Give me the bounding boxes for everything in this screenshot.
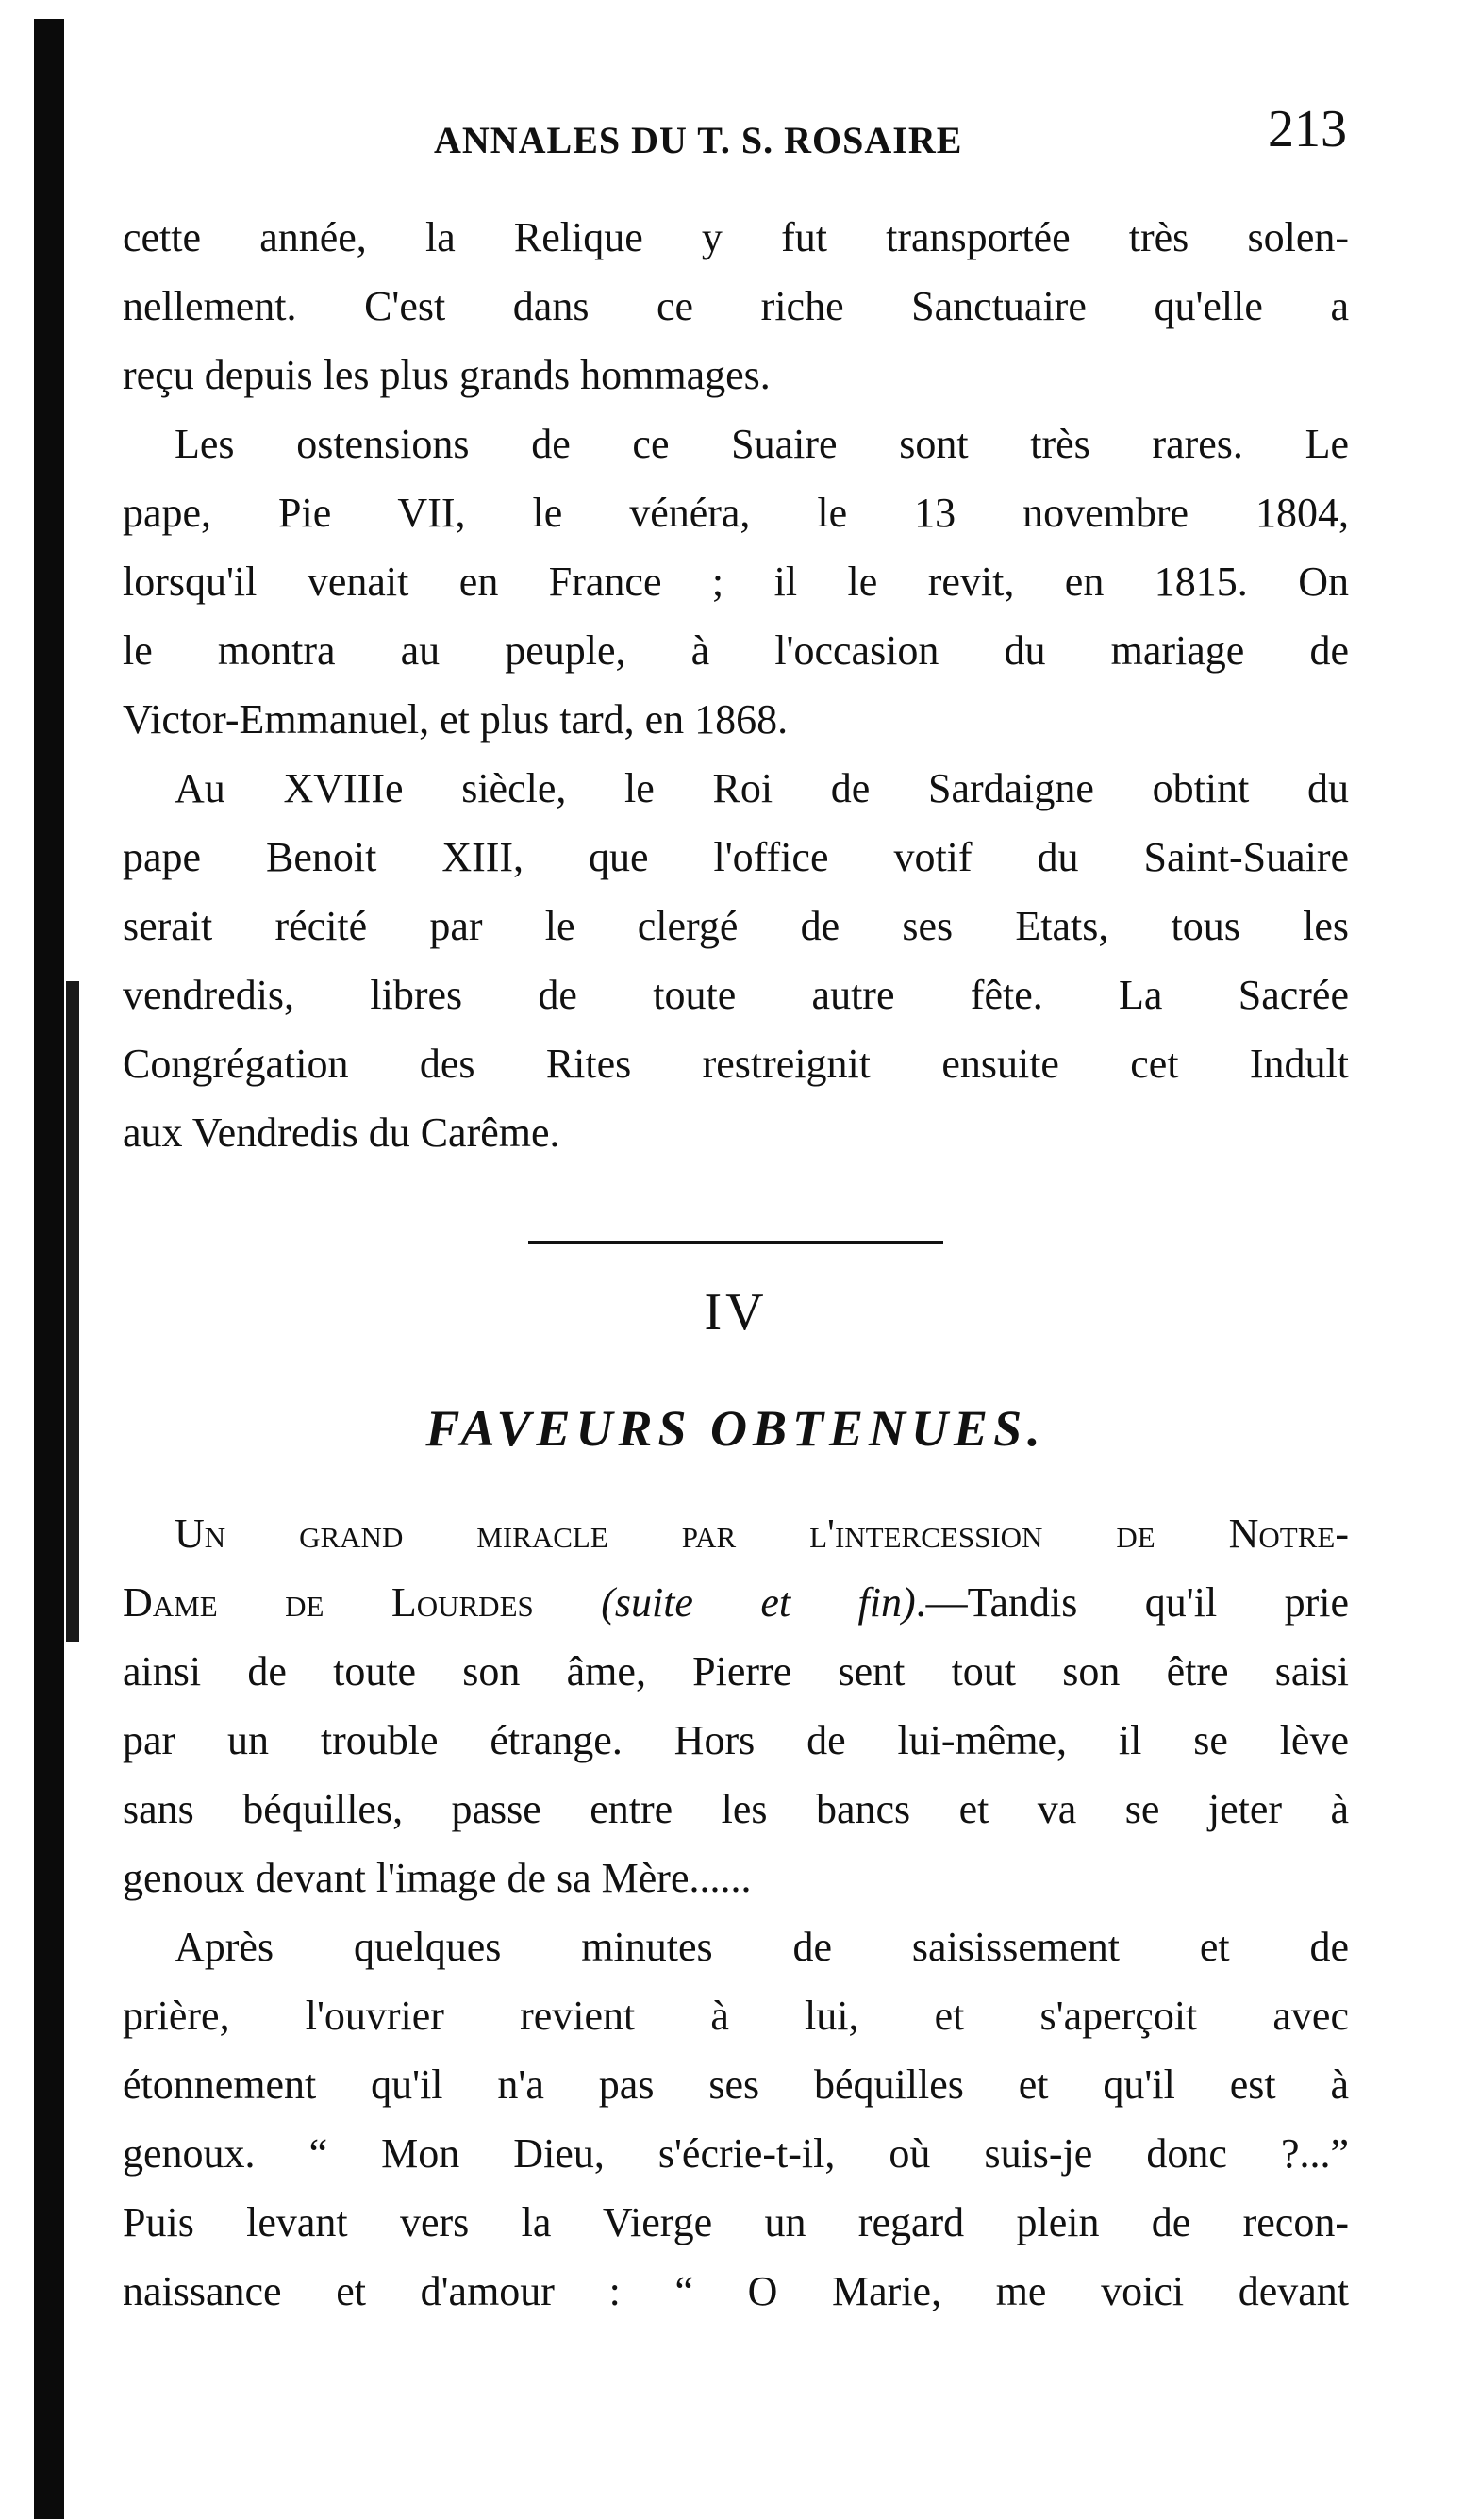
- page: [123, 90, 1349, 2326]
- text-line: lorsqu'il venait en France ; il le revit, en 1815. On: [123, 559, 1349, 605]
- text-line: Après quelques minutes de saisissement et de: [175, 1924, 1349, 1970]
- text-line: pape, Pie VII, le vénéra, le 13 novembre 1804,: [123, 490, 1349, 536]
- text-line: ainsi de toute son âme, Pierre sent tout son être saisi: [123, 1648, 1349, 1694]
- text-line: genoux devant l'image de sa Mère......: [123, 1855, 752, 1901]
- text-line: nellement. C'est dans ce riche Sanctuaire qu'elle a: [123, 283, 1349, 329]
- running-head: [123, 90, 1349, 165]
- text-line: étonnement qu'il n'a pas ses béquilles et qu'il est à: [123, 2061, 1349, 2108]
- book-spine-edge: [66, 981, 79, 1642]
- text-line: Puis levant vers la Vierge un regard plein de recon-: [123, 2199, 1349, 2245]
- miracle-heading-part1: Un grand miracle par l'intercession de Notre-: [175, 1510, 1349, 1557]
- text-line: prière, l'ouvrier revient à lui, et s'aperçoit avec: [123, 1993, 1349, 2039]
- text-line: vendredis, libres de toute autre fête. La Sacrée: [123, 972, 1349, 1018]
- book-spine-shadow: [34, 19, 64, 2519]
- text-line: naissance et d'amour : “ O Marie, me voici devant: [123, 2268, 1349, 2314]
- text-line: pape Benoit XIII, que l'office votif du Saint-Suaire: [123, 834, 1349, 880]
- text-line: Au XVIIIe siècle, le Roi de Sardaigne obtint du: [175, 765, 1349, 811]
- suite-note: (suite et fin): [601, 1579, 916, 1626]
- text-line: cette année, la Relique y fut transportée très solen-: [123, 214, 1349, 260]
- text-line: reçu depuis les plus grands hommages.: [123, 352, 771, 398]
- paragraph-ostensions: [123, 409, 1349, 754]
- section-divider: [528, 1241, 943, 1244]
- text-line: Victor-Emmanuel, et plus tard, en 1868.: [123, 696, 789, 743]
- miracle-heading-part2: Dame de Lourdes: [123, 1579, 534, 1626]
- paragraph-miracle: [123, 1499, 1349, 1912]
- page-number: 213: [1268, 100, 1347, 159]
- miracle-text-start: .—Tandis qu'il prie: [915, 1579, 1350, 1626]
- paragraph-sardaigne: [123, 754, 1349, 1167]
- text-line: par un trouble étrange. Hors de lui-même, il se lève: [123, 1717, 1349, 1763]
- text-line: Congrégation des Rites restreignit ensuite cet Indult: [123, 1041, 1349, 1087]
- running-title: ANNALES DU T. S. ROSAIRE: [434, 119, 963, 161]
- text-line: sans béquilles, passe entre les bancs et va se jeter à: [123, 1786, 1349, 1832]
- paragraph-apres: [123, 1912, 1349, 2326]
- text-line: [123, 1568, 1349, 1637]
- section-title: FAVEURS OBTENUES.: [425, 1400, 1046, 1457]
- text-line: [123, 1499, 1349, 1568]
- text-line: genoux. “ Mon Dieu, s'écrie-t-il, où suis-je donc ?...”: [123, 2130, 1349, 2177]
- paragraph-relique: [123, 203, 1349, 409]
- text-line: Les ostensions de ce Suaire sont très rares. Le: [175, 421, 1349, 467]
- text-line: serait récité par le clergé de ses Etats, tous les: [123, 903, 1349, 949]
- text-line: aux Vendredis du Carême.: [123, 1110, 560, 1156]
- section-number: IV: [704, 1283, 768, 1342]
- text-line: le montra au peuple, à l'occasion du mariage de: [123, 627, 1349, 674]
